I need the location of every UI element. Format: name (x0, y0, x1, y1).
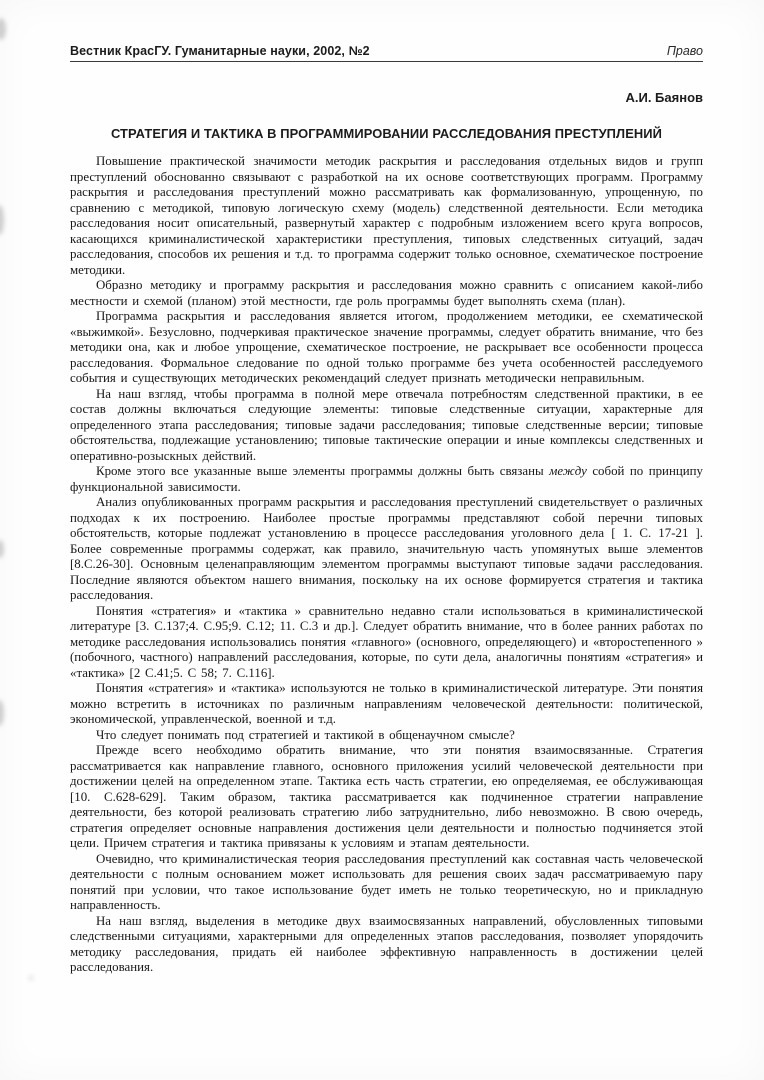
paragraph-text: Анализ опубликованных программ раскрытия и расследования преступлений свидетельствует о различных подходах к их построению. Наиболее простые программы представляют собой перечни типовых обстоятельств, которые подлежат установлению в процессе расследования уголовного дела [ 1. С. 17-21 ]. Более современные программы содержат, как правило, значительную часть упомянутых выше элементов [8.С.26-30]. Основным целенаправляющим элементом программы выступают типовые задачи расследования. Последние являются объектом нашего внимания, поскольку на их основе формируется стратегия и тактика расследования. (70, 495, 703, 602)
paragraph-text: Очевидно, что криминалистическая теория расследования преступлений как составная часть человеческой деятельности с полным основанием может использовать для решения своих задач рассматриваемую пару понятий при условии, что такое использование будет иметь не только теоретическую, но и прикладную направленность. (70, 851, 703, 912)
paragraph (70, 728, 703, 744)
paragraph-text: Прежде всего необходимо обратить внимание, что эти понятия взаимосвязанные. Стратегия рассматривается как направление главного, основного приложения усилий человеческой деятельности при достижении целей на определенном этапе. Тактика есть часть стратегии, ею определяемая, ее обслуживающая [10. С.628-629]. Таким образом, тактика рассматривается как подчиненное стратегии направление деятельности, без которой реализовать стратегию либо затруднительно, либо невозможно. В свою очередь, стратегия определяет основные направления достижения цели деятельности и полностью подчиняется этой цели. Причем стратегия и тактика привязаны к условиям и этапам деятельности. (70, 743, 703, 850)
journal-title: Вестник КрасГУ. Гуманитарные науки, 2002, №2 (70, 44, 370, 58)
article-title: СТРАТЕГИЯ И ТАКТИКА В ПРОГРАММИРОВАНИИ РАССЛЕДОВАНИЯ ПРЕСТУПЛЕНИЙ (110, 126, 663, 141)
paragraph-text: Кроме этого все указанные выше элементы программы должны быть связаны (96, 464, 550, 478)
paragraph (70, 681, 703, 728)
paragraph-text: На наш взгляд, выделения в методике двух взаимосвязанных направлений, обусловленных типовыми следственными ситуациями, характерными для определенных этапов расследования, позволяет упорядочить методику расследования, придать ей наиболее эффективную направленность в достижении целей расследования. (70, 913, 703, 974)
page-header (70, 44, 703, 62)
paragraph-text: Что следует понимать под стратегией и тактикой в общенаучном смысле? (96, 727, 515, 742)
paragraph (70, 278, 703, 309)
scan-artifact (0, 540, 4, 558)
paragraph-text: Понятия «стратегия» и «тактика » сравнительно недавно стали использоваться в криминалистической литературе [3. С.137;4. С.95;9. С.12; 11. С.3 и др.]. Следует обратить внимание, что в более ранних работах по методике расследования использовались понятия «главного» (основного, определяющего) и «второстепенного » (побочного, частного) направлений расследования, которые, по сути дела, аналогичны понятиям «стратегия» и «тактика» [2 С.41;5. С 58; 7. С.116]. (70, 603, 703, 680)
paragraph-text: Программа раскрытия и расследования является итогом, продолжением методики, ее схематической «выжимкой». Безусловно, подчеркивая практическое значение программы, следует обратить внимание, что без методики она, как и любое упрощение, схематическое построение, не раскрывает все особенности процесса расследования. Формальное следование по одной только программе без учета особенностей расследуемого события и существующих методических рекомендаций следует признать методически неправильным. (70, 309, 703, 385)
scan-artifact (0, 18, 6, 40)
scan-artifact (28, 975, 34, 981)
section-label: Право (666, 44, 703, 58)
paragraph (70, 309, 703, 387)
paragraph (70, 914, 703, 976)
paragraph (70, 464, 703, 495)
scan-artifact (0, 700, 4, 726)
paragraph (70, 495, 703, 604)
paragraph-text: Понятия «стратегия» и «тактика» используются не только в криминалистической литературе. Эти понятия можно встретить в источниках по различным направлениям человеческой деятельности: политической, экономической, управленческой, военной и т.д. (70, 681, 703, 726)
paragraph (70, 387, 703, 465)
page-content (70, 44, 703, 976)
paragraph-text: Образно методику и программу раскрытия и расследования можно сравнить с описанием какой-либо местности и схемой (планом) этой местности, где роль программы будет выполнять схема (план). (70, 278, 703, 308)
paragraph (70, 154, 703, 278)
article-body (70, 154, 703, 976)
paragraph (70, 743, 703, 852)
emphasized-text: между (549, 464, 587, 478)
author-name: А.И. Баянов (625, 90, 703, 105)
paragraph-text: На наш взгляд, чтобы программа в полной мере отвечала потребностям следственной практики, в ее состав должны включаться следующие элементы: типовые следственные ситуации, характерные для определенного этапа расследования; типовые задачи расследования; типовые следственные версии; типовые обстоятельства, подлежащие установлению; типовые тактические операции и иные комплексы следственных и оперативно-розыскных действий. (70, 386, 703, 463)
paragraph (70, 604, 703, 682)
paragraph (70, 852, 703, 914)
scan-artifact (0, 205, 4, 235)
paragraph-text: Повышение практической значимости методик раскрытия и расследования отдельных видов и групп преступлений обоснованно связывают с разработкой на их основе соответствующих программ. Программу раскрытия и расследования преступлений можно рассматривать как формализованную, упрощенную, по сравнению с методикой, типовую логическую схему (модель) следственной деятельности. Если методика расследования носит описательный, развернутый характер с подробным изложением всего круга вопросов, касающихся криминалистической характеристики преступления, типовых следственных ситуаций, задач расследования, способов их решения и т.д. то программа содержит только основное, схематическое построение методики. (70, 154, 703, 277)
paragraph-text: собой по принципу функциональной зависимости. (70, 464, 703, 494)
